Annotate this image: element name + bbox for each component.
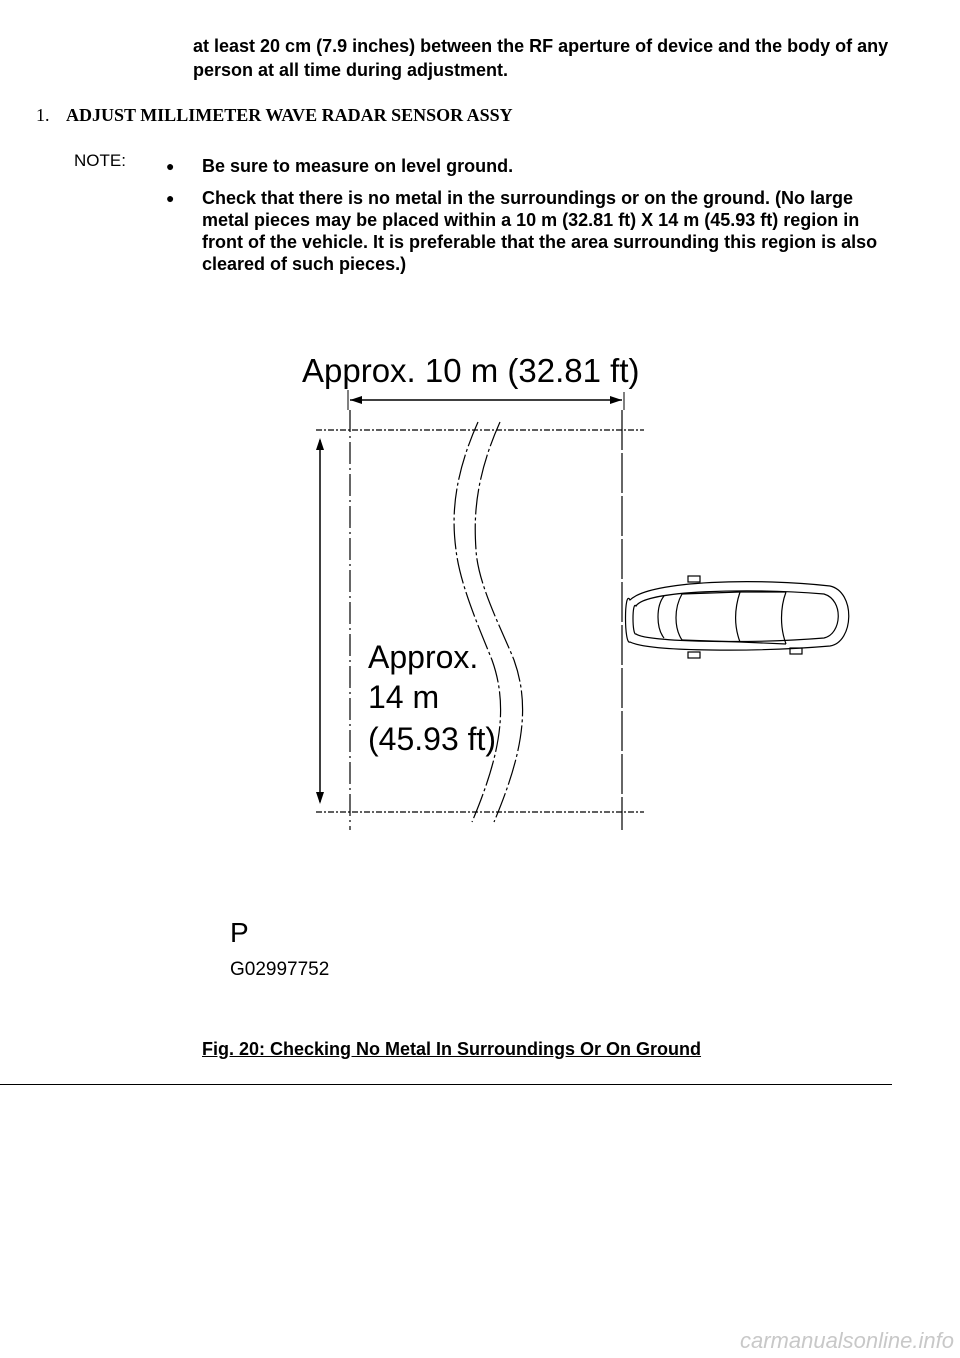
break-line-right [475,422,522,822]
bullet-icon: ● [166,158,175,174]
step-heading [36,104,513,126]
figure-code: G02997752 [230,959,330,980]
step-number: 1. [36,105,50,125]
note-item-text: Be sure to measure on level ground. [202,156,514,176]
note-item [166,155,886,177]
watermark: carmanualsonline.info [739,1328,954,1353]
length-label-line3: (45.93 ft) [368,721,497,757]
break-line-left [454,422,501,822]
intro-paragraph: at least 20 cm (7.9 inches) between the RF aperture of device and the body of any person at all time during adjustment. [193,36,889,80]
width-label: Approx. 10 m (32.81 ft) [302,352,640,389]
step-title: ADJUST MILLIMETER WAVE RADAR SENSOR ASSY [66,105,513,125]
figure-illustration [220,330,880,990]
bullet-icon: ● [166,190,175,206]
arrow-down-icon [316,792,324,804]
arrow-up-icon [316,438,324,450]
arrow-left-icon [350,396,362,404]
note-item-text: Check that there is no metal in the surroundings or on the ground. (No large metal pieces may be placed within a 10 m (32.81 ft) X 14 m (45.93 ft) region in front of the vehicle. It is preferable that the area surrounding this region is also cleared of such pieces.) [202,188,878,274]
measurement-diagram [220,330,880,990]
arrow-right-icon [610,396,622,404]
note-item [166,187,886,275]
length-label-line1: Approx. [368,639,479,675]
view-marker: P [230,917,249,948]
note-label: NOTE: [74,151,126,170]
car-icon [626,576,849,658]
length-label-line2: 14 m [368,679,440,715]
note-list [166,155,886,285]
figure-caption: Fig. 20: Checking No Metal In Surroundings Or On Ground [202,1039,702,1059]
section-divider [0,1084,892,1085]
